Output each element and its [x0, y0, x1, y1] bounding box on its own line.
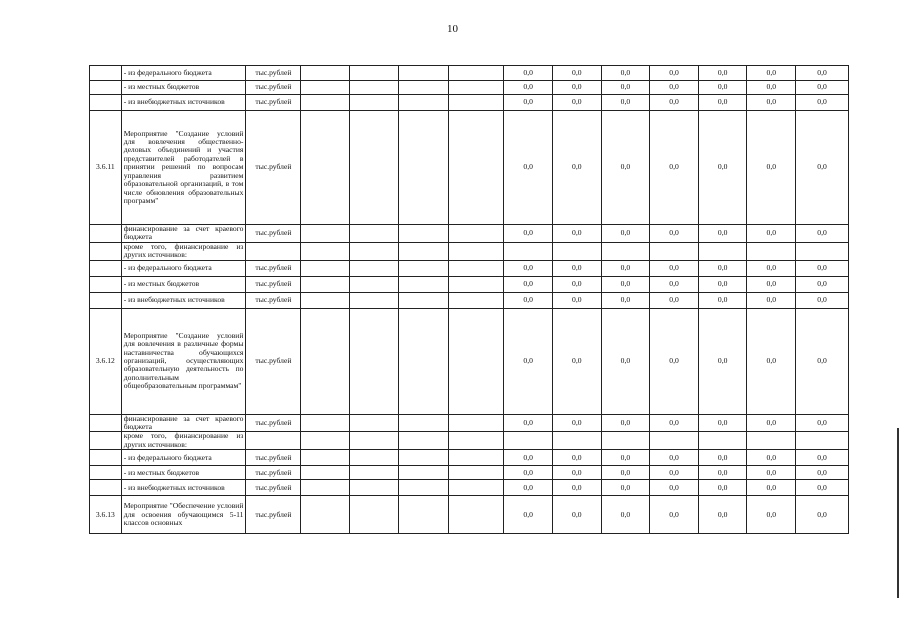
value-cell: 0,0	[552, 111, 601, 225]
value-cell: 0,0	[552, 81, 601, 95]
empty-cell	[449, 432, 504, 450]
value-cell: 0,0	[796, 111, 849, 225]
table-row	[90, 480, 849, 496]
value-cell: 0,0	[504, 225, 553, 243]
value-cell: 0,0	[796, 496, 849, 534]
empty-cell	[398, 450, 449, 466]
value-cell	[601, 432, 650, 450]
empty-cell	[449, 81, 504, 95]
row-description: кроме того, финансирование из других источников:	[121, 242, 246, 260]
value-cell: 0,0	[601, 308, 650, 414]
value-cell: 0,0	[747, 111, 796, 225]
value-cell: 0,0	[698, 308, 747, 414]
empty-cell	[350, 450, 399, 466]
value-cell	[552, 432, 601, 450]
row-unit: тыс.рублей	[246, 496, 301, 534]
value-cell: 0,0	[601, 466, 650, 480]
empty-cell	[301, 432, 350, 450]
row-unit: тыс.рублей	[246, 276, 301, 292]
row-number	[90, 466, 122, 480]
value-cell: 0,0	[552, 260, 601, 276]
empty-cell	[449, 466, 504, 480]
value-cell: 0,0	[698, 292, 747, 308]
value-cell: 0,0	[698, 225, 747, 243]
table-row	[90, 450, 849, 466]
empty-cell	[398, 466, 449, 480]
row-description: Мероприятие "Обеспечение условий для освоения обучающимся 5-11 классов основных	[121, 496, 246, 534]
value-cell: 0,0	[552, 276, 601, 292]
row-unit: тыс.рублей	[246, 95, 301, 111]
table-row	[90, 111, 849, 225]
row-number	[90, 260, 122, 276]
empty-cell	[449, 480, 504, 496]
row-unit	[246, 432, 301, 450]
empty-cell	[449, 260, 504, 276]
row-unit: тыс.рублей	[246, 292, 301, 308]
value-cell: 0,0	[796, 308, 849, 414]
value-cell	[747, 242, 796, 260]
table-row	[90, 432, 849, 450]
empty-cell	[398, 66, 449, 81]
value-cell: 0,0	[504, 414, 553, 432]
empty-cell	[301, 242, 350, 260]
margin-scan-line	[897, 428, 899, 598]
value-cell: 0,0	[601, 480, 650, 496]
empty-cell	[350, 111, 399, 225]
value-cell: 0,0	[650, 480, 699, 496]
value-cell: 0,0	[747, 450, 796, 466]
empty-cell	[398, 308, 449, 414]
empty-cell	[301, 450, 350, 466]
value-cell: 0,0	[796, 480, 849, 496]
budget-table	[89, 65, 849, 534]
table-row	[90, 414, 849, 432]
empty-cell	[301, 292, 350, 308]
row-description: - из местных бюджетов	[121, 276, 246, 292]
row-number	[90, 66, 122, 81]
row-unit: тыс.рублей	[246, 225, 301, 243]
empty-cell	[398, 496, 449, 534]
empty-cell	[449, 225, 504, 243]
empty-cell	[350, 260, 399, 276]
value-cell: 0,0	[650, 414, 699, 432]
value-cell: 0,0	[796, 260, 849, 276]
value-cell: 0,0	[552, 225, 601, 243]
table-row	[90, 66, 849, 81]
row-unit: тыс.рублей	[246, 466, 301, 480]
row-number	[90, 276, 122, 292]
value-cell: 0,0	[552, 308, 601, 414]
value-cell: 0,0	[698, 414, 747, 432]
empty-cell	[301, 414, 350, 432]
empty-cell	[350, 308, 399, 414]
value-cell: 0,0	[747, 225, 796, 243]
value-cell: 0,0	[504, 81, 553, 95]
value-cell	[698, 432, 747, 450]
empty-cell	[398, 276, 449, 292]
table-row	[90, 276, 849, 292]
row-unit: тыс.рублей	[246, 414, 301, 432]
empty-cell	[449, 276, 504, 292]
row-description: - из внебюджетных источников	[121, 95, 246, 111]
value-cell: 0,0	[601, 292, 650, 308]
value-cell: 0,0	[552, 496, 601, 534]
row-description: Мероприятие "Создание условий для вовлечения общественно-деловых объединений и участия представителей работодателей в принятии решений по вопросам управления развитием образовательной организаций, в том числе обновления образовательных программ"	[121, 111, 246, 225]
empty-cell	[449, 414, 504, 432]
table-row	[90, 308, 849, 414]
value-cell: 0,0	[504, 466, 553, 480]
value-cell: 0,0	[796, 276, 849, 292]
value-cell	[650, 242, 699, 260]
empty-cell	[350, 225, 399, 243]
row-unit	[246, 242, 301, 260]
value-cell: 0,0	[504, 260, 553, 276]
row-description: финансирование за счет краевого бюджета	[121, 414, 246, 432]
value-cell: 0,0	[650, 111, 699, 225]
row-unit: тыс.рублей	[246, 81, 301, 95]
value-cell: 0,0	[698, 450, 747, 466]
value-cell: 0,0	[698, 111, 747, 225]
value-cell: 0,0	[504, 450, 553, 466]
value-cell: 0,0	[650, 276, 699, 292]
empty-cell	[350, 66, 399, 81]
empty-cell	[301, 81, 350, 95]
empty-cell	[301, 111, 350, 225]
value-cell: 0,0	[650, 81, 699, 95]
value-cell: 0,0	[552, 292, 601, 308]
empty-cell	[350, 81, 399, 95]
empty-cell	[350, 276, 399, 292]
value-cell: 0,0	[601, 450, 650, 466]
empty-cell	[350, 242, 399, 260]
row-description: - из федерального бюджета	[121, 260, 246, 276]
empty-cell	[449, 242, 504, 260]
empty-cell	[301, 496, 350, 534]
value-cell	[796, 242, 849, 260]
value-cell: 0,0	[796, 66, 849, 81]
value-cell: 0,0	[747, 81, 796, 95]
row-description: финансирование за счет краевого бюджета	[121, 225, 246, 243]
value-cell: 0,0	[698, 496, 747, 534]
empty-cell	[398, 480, 449, 496]
value-cell: 0,0	[698, 276, 747, 292]
row-number	[90, 450, 122, 466]
value-cell: 0,0	[698, 480, 747, 496]
value-cell: 0,0	[552, 95, 601, 111]
empty-cell	[350, 95, 399, 111]
table-row	[90, 225, 849, 243]
value-cell: 0,0	[747, 260, 796, 276]
empty-cell	[350, 292, 399, 308]
value-cell: 0,0	[601, 111, 650, 225]
empty-cell	[350, 414, 399, 432]
row-description: - из внебюджетных источников	[121, 292, 246, 308]
row-number	[90, 292, 122, 308]
value-cell: 0,0	[747, 66, 796, 81]
table-row	[90, 292, 849, 308]
value-cell: 0,0	[747, 480, 796, 496]
empty-cell	[449, 292, 504, 308]
value-cell: 0,0	[552, 66, 601, 81]
row-unit: тыс.рублей	[246, 480, 301, 496]
empty-cell	[350, 496, 399, 534]
empty-cell	[398, 81, 449, 95]
row-description: - из внебюджетных источников	[121, 480, 246, 496]
value-cell: 0,0	[747, 276, 796, 292]
empty-cell	[398, 242, 449, 260]
value-cell: 0,0	[650, 496, 699, 534]
empty-cell	[449, 496, 504, 534]
empty-cell	[398, 111, 449, 225]
value-cell: 0,0	[747, 95, 796, 111]
value-cell: 0,0	[601, 66, 650, 81]
empty-cell	[350, 480, 399, 496]
row-unit: тыс.рублей	[246, 450, 301, 466]
value-cell: 0,0	[796, 414, 849, 432]
value-cell: 0,0	[650, 308, 699, 414]
empty-cell	[301, 276, 350, 292]
value-cell: 0,0	[796, 292, 849, 308]
value-cell: 0,0	[601, 496, 650, 534]
empty-cell	[449, 66, 504, 81]
row-number: 3.6.11	[90, 111, 122, 225]
empty-cell	[301, 66, 350, 81]
value-cell	[747, 432, 796, 450]
value-cell: 0,0	[747, 414, 796, 432]
table-row	[90, 242, 849, 260]
row-unit: тыс.рублей	[246, 66, 301, 81]
table-row	[90, 95, 849, 111]
value-cell: 0,0	[552, 414, 601, 432]
value-cell: 0,0	[650, 225, 699, 243]
value-cell: 0,0	[747, 308, 796, 414]
value-cell: 0,0	[650, 466, 699, 480]
value-cell: 0,0	[601, 276, 650, 292]
table-row	[90, 81, 849, 95]
value-cell: 0,0	[698, 260, 747, 276]
row-description: - из местных бюджетов	[121, 81, 246, 95]
value-cell: 0,0	[796, 81, 849, 95]
value-cell: 0,0	[796, 450, 849, 466]
row-description: - из федерального бюджета	[121, 450, 246, 466]
empty-cell	[449, 111, 504, 225]
row-unit: тыс.рублей	[246, 308, 301, 414]
empty-cell	[301, 308, 350, 414]
empty-cell	[398, 225, 449, 243]
value-cell: 0,0	[601, 81, 650, 95]
value-cell: 0,0	[504, 276, 553, 292]
table-row	[90, 466, 849, 480]
value-cell	[650, 432, 699, 450]
table-row	[90, 496, 849, 534]
row-unit: тыс.рублей	[246, 260, 301, 276]
value-cell: 0,0	[698, 66, 747, 81]
empty-cell	[301, 225, 350, 243]
value-cell: 0,0	[601, 260, 650, 276]
empty-cell	[301, 480, 350, 496]
value-cell: 0,0	[796, 225, 849, 243]
value-cell: 0,0	[504, 480, 553, 496]
value-cell: 0,0	[601, 225, 650, 243]
empty-cell	[301, 466, 350, 480]
empty-cell	[398, 292, 449, 308]
value-cell	[698, 242, 747, 260]
value-cell: 0,0	[504, 308, 553, 414]
value-cell	[552, 242, 601, 260]
value-cell: 0,0	[698, 95, 747, 111]
value-cell: 0,0	[796, 95, 849, 111]
row-description: - из местных бюджетов	[121, 466, 246, 480]
value-cell: 0,0	[552, 480, 601, 496]
page-number: 10	[447, 23, 458, 35]
value-cell	[601, 242, 650, 260]
empty-cell	[449, 450, 504, 466]
value-cell: 0,0	[747, 466, 796, 480]
value-cell: 0,0	[552, 450, 601, 466]
empty-cell	[398, 95, 449, 111]
value-cell: 0,0	[650, 66, 699, 81]
value-cell: 0,0	[504, 95, 553, 111]
empty-cell	[449, 95, 504, 111]
value-cell: 0,0	[650, 95, 699, 111]
value-cell: 0,0	[504, 496, 553, 534]
row-number	[90, 95, 122, 111]
value-cell: 0,0	[504, 292, 553, 308]
row-description: Мероприятие "Создание условий для вовлечения в различные формы наставничества обучающихся организаций, осуществляющих образовательную деятельность по дополнительным общеобразовательным программам"	[121, 308, 246, 414]
value-cell: 0,0	[601, 95, 650, 111]
row-description: кроме того, финансирование из других источников:	[121, 432, 246, 450]
empty-cell	[350, 466, 399, 480]
value-cell	[796, 432, 849, 450]
value-cell: 0,0	[552, 466, 601, 480]
table-row	[90, 260, 849, 276]
row-unit: тыс.рублей	[246, 111, 301, 225]
budget-table-body	[90, 66, 849, 534]
empty-cell	[398, 432, 449, 450]
row-number	[90, 480, 122, 496]
value-cell: 0,0	[650, 292, 699, 308]
value-cell	[504, 432, 553, 450]
row-number	[90, 242, 122, 260]
value-cell: 0,0	[504, 111, 553, 225]
value-cell	[504, 242, 553, 260]
empty-cell	[398, 414, 449, 432]
empty-cell	[449, 308, 504, 414]
row-number	[90, 432, 122, 450]
value-cell: 0,0	[504, 66, 553, 81]
value-cell: 0,0	[650, 450, 699, 466]
empty-cell	[398, 260, 449, 276]
row-number	[90, 414, 122, 432]
row-number	[90, 81, 122, 95]
empty-cell	[301, 95, 350, 111]
row-description: - из федерального бюджета	[121, 66, 246, 81]
value-cell: 0,0	[747, 292, 796, 308]
value-cell: 0,0	[601, 414, 650, 432]
row-number	[90, 225, 122, 243]
value-cell: 0,0	[698, 81, 747, 95]
value-cell: 0,0	[698, 466, 747, 480]
value-cell: 0,0	[747, 496, 796, 534]
empty-cell	[350, 432, 399, 450]
empty-cell	[301, 260, 350, 276]
value-cell: 0,0	[796, 466, 849, 480]
row-number: 3.6.12	[90, 308, 122, 414]
value-cell: 0,0	[650, 260, 699, 276]
row-number: 3.6.13	[90, 496, 122, 534]
